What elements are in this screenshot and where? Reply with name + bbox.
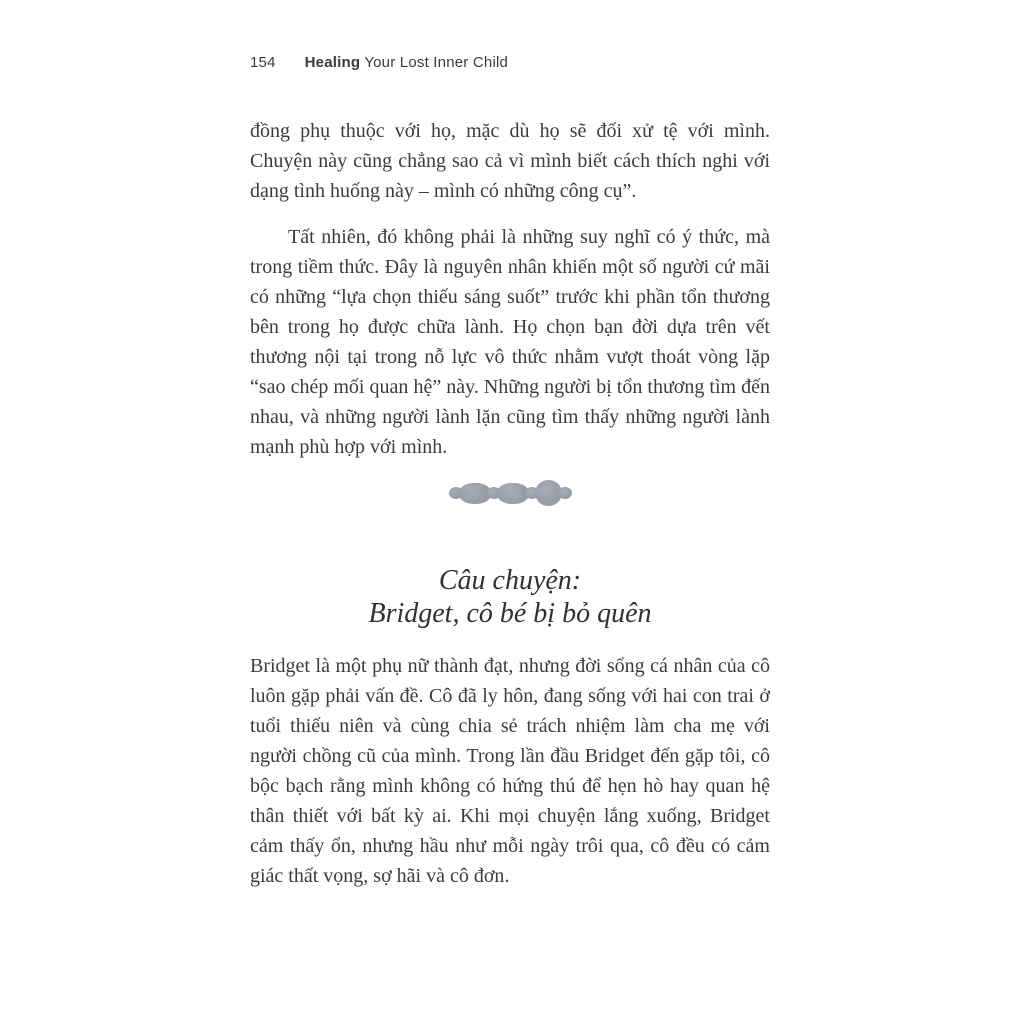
page-header — [250, 0, 770, 71]
running-title — [305, 54, 508, 71]
bead — [558, 487, 572, 499]
paragraph-continuation: đồng phụ thuộc với họ, mặc dù họ sẽ đối xử tệ với mình. Chuyện này cũng chẳng sao cả vì mình biết cách thích nghi với dạng tình huống này – mình có những công cụ”. — [250, 120, 770, 202]
story-paragraph: Bridget là một phụ nữ thành đạt, nhưng đời sống cá nhân của cô luôn gặp phải vấn đề. Cô đã ly hôn, đang sống với hai con trai ở tuổi thiếu niên và cùng chia sẻ trách nhiệm làm cha mẹ với người chồng cũ của mình. Trong lần đầu Bridget đến gặp tôi, cô bộc bạch rằng mình không có hứng thú để hẹn hò hay quan hệ thân thiết với bất kỳ ai. Khi mọi chuyện lắng xuống, Bridget cảm thấy ổn, nhưng hầu như mỗi ngày trôi qua, cô đều có cảm giác thất vọng, sợ hãi và cô đơn. — [250, 655, 770, 887]
section-heading-line2: Bridget, cô bé bị bỏ quên — [368, 598, 652, 629]
bead — [459, 483, 491, 504]
bead — [497, 483, 529, 504]
running-title-bold: Healing — [304, 54, 361, 71]
running-title-rest: Your Lost Inner Child — [360, 54, 509, 71]
paragraph: Tất nhiên, đó không phải là những suy nghĩ có ý thức, mà trong tiềm thức. Đây là nguyên nhân khiến một số người cứ mãi có những “lựa chọn thiếu sáng suốt” trước khi phần tổn thương bên trong họ được chữa lành. Họ chọn bạn đời dựa trên vết thương nội tại trong nỗ lực vô thức nhằm vượt thoát vòng lặp “sao chép mối quan hệ” này. Những người bị tổn thương tìm đến nhau, và những người lành lặn cũng tìm thấy những người lành mạnh phù hợp với mình. — [250, 226, 770, 458]
book-page — [250, 0, 770, 891]
section-heading — [250, 564, 770, 630]
beads-divider-icon — [250, 479, 770, 507]
page-number: 154 — [250, 54, 276, 71]
section-heading-line1: Câu chuyện: — [438, 565, 582, 596]
